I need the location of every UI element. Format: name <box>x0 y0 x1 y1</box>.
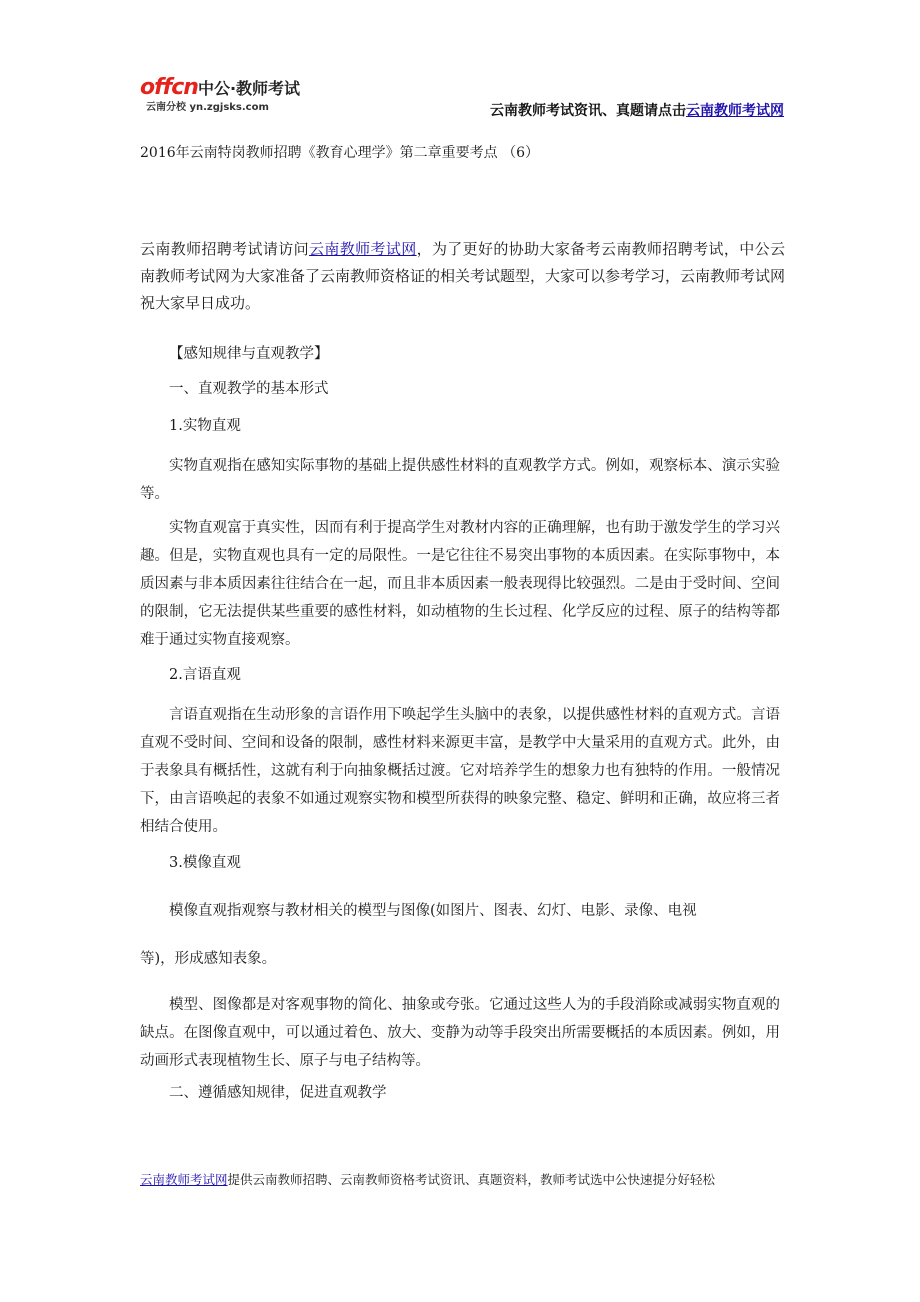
paragraph-2: 实物直观富于真实性，因而有利于提高学生对教材内容的正确理解，也有助于激发学生的学习兴趣。但是，实物直观也具有一定的局限性。一是它往往不易突出事物的本质因素。在实际事物中，本质因素与非本质因素往往结合在一起，而且非本质因素一般表现得比较强烈。二是由于受时间、空间的限制，它无法提供某些重要的感性材料，如动植物的生长过程、化学反应的过程、原子的结构等都难于通过实物直接观察。 <box>140 520 780 648</box>
offcn-logo[interactable] <box>140 76 310 116</box>
paragraph-4-line2: 等)，形成感知表象。 <box>140 951 277 967</box>
section-heading: 【感知规律与直观教学】 <box>169 346 329 362</box>
intro-site-link[interactable]: 云南教师考试网 <box>309 240 417 258</box>
paragraph-3: 言语直观指在生动形象的言语作用下唤起学生头脑中的表象，以提供感性材料的直观方式。言语直观不受时间、空间和设备的限制，感性材料来源更丰富，是教学中大量采用的直观方式。此外，由于表象具有概括性，这就有利于向抽象概括过渡。它对培养学生的想象力也有独特的作用。一般情况下，由言语唤起的表象不如通过观察实物和模型所获得的映象完整、稳定、鲜明和正确，故应将三者相结合使用。 <box>140 707 780 835</box>
header-promo-text: 云南教师考试资讯、真题请点击 <box>490 103 686 119</box>
heading-1: 一、直观教学的基本形式 <box>169 381 329 397</box>
intro-paragraph: 云南教师招聘考试请访问云南教师考试网，为了更好的协助大家备考云南教师招聘考试，中公云南教师考试网为大家准备了云南教师资格证的相关考试题型，大家可以参考学习，云南教师考试网祝大家早日成功。 <box>140 240 786 312</box>
header-promo <box>490 100 784 120</box>
article-body <box>140 340 780 1107</box>
footer-note <box>140 1170 715 1188</box>
footer-text: 提供云南教师招聘、云南教师资格考试资讯、真题资料，教师考试选中公快速提分好轻松 <box>227 1172 716 1187</box>
heading-1-2: 2.言语直观 <box>169 667 241 683</box>
header-site-link[interactable]: 云南教师考试网 <box>686 103 784 119</box>
heading-1-1: 1.实物直观 <box>169 418 241 434</box>
footer-site-link[interactable]: 云南教师考试网 <box>140 1172 228 1187</box>
heading-1-3: 3.模像直观 <box>169 855 241 871</box>
article-title: 2016年云南特岗教师招聘《教育心理学》第二章重要考点 （6） <box>140 145 539 161</box>
logo-subtitle: 云南分校 yn.zgjsks.com <box>146 102 269 113</box>
paragraph-4-line1: 模像直观指观察与教材相关的模型与图像(如图片、图表、幻灯、电影、录像、电视 <box>169 903 697 919</box>
logo-brand: offcn中公·教师考试 <box>140 75 301 100</box>
heading-2: 二、遵循感知规律，促进直观教学 <box>169 1085 387 1101</box>
paragraph-1: 实物直观指在感知实际事物的基础上提供感性材料的直观教学方式。例如，观察标本、演示实验等。 <box>140 458 780 502</box>
paragraph-5: 模型、图像都是对客观事物的简化、抽象或夸张。它通过这些人为的手段消除或减弱实物直观的缺点。在图像直观中，可以通过着色、放大、变静为动等手段突出所需要概括的本质因素。例如，用动画形式表现植物生长、原子与电子结构等。 <box>140 997 780 1069</box>
